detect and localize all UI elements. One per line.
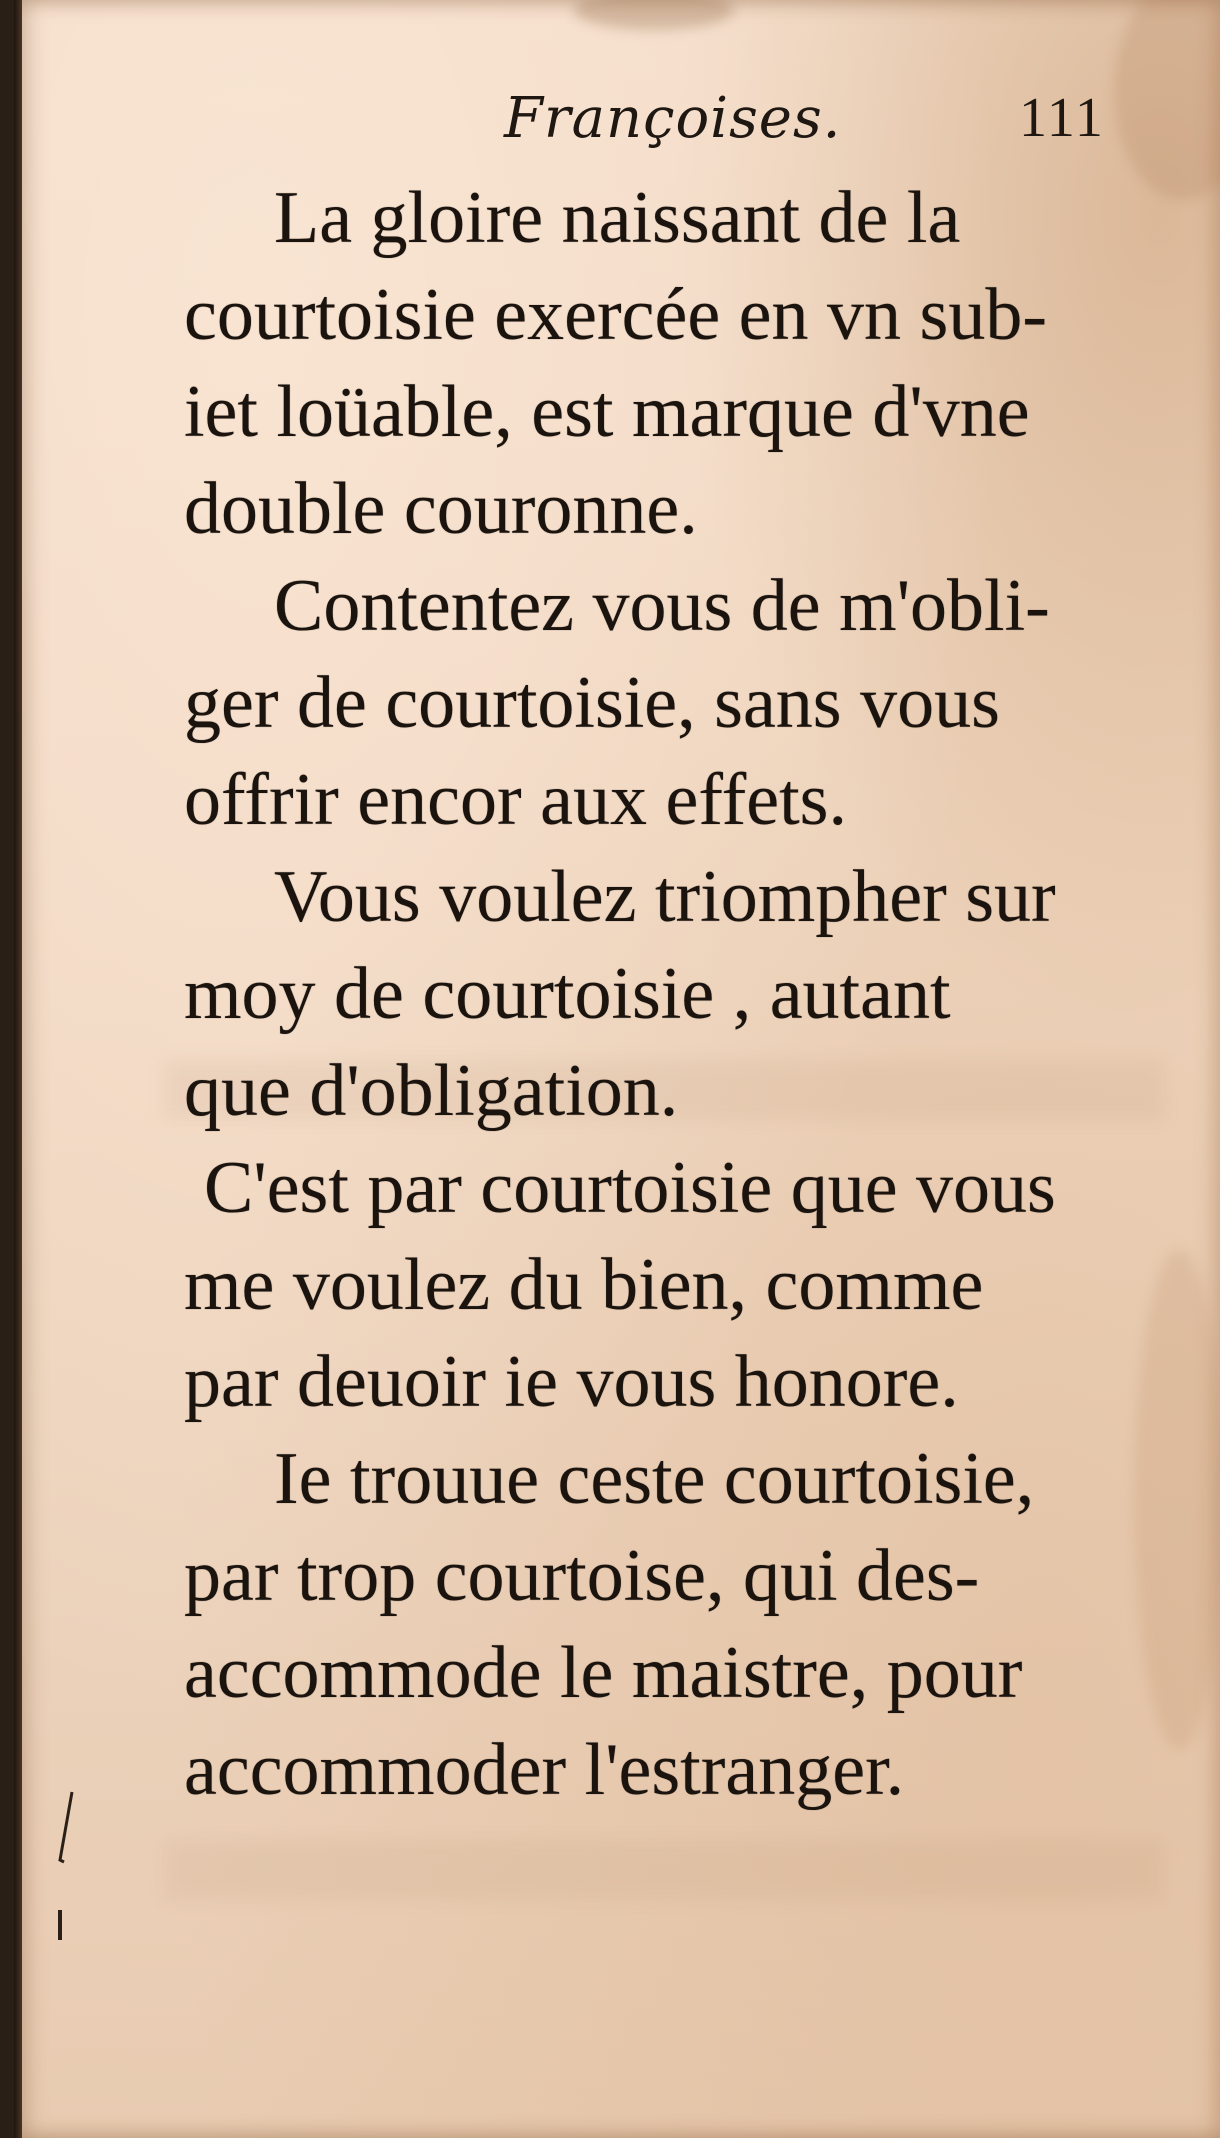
book-page — [14, 0, 1220, 2138]
pencil-mark — [54, 1790, 78, 1950]
text-line: par trop courtoise, qui des- — [184, 1535, 980, 1617]
text-line: offrir encor aux effets. — [184, 759, 847, 841]
text-line: que d'obligation. — [184, 1050, 679, 1132]
text-line: courtoisie exercée en vn sub- — [184, 274, 1047, 356]
text-line: accommode le maistre, pour — [184, 1632, 1023, 1714]
text-line: C'est par courtoisie que vous — [204, 1147, 1056, 1229]
show-through-text — [164, 1840, 1164, 1900]
text-line: double couronne. — [184, 468, 698, 550]
text-line: La gloire naissant de la — [274, 177, 961, 259]
text-line: Vous voulez triompher sur — [274, 856, 1056, 938]
page-header — [14, 86, 1220, 166]
paper-stain — [1134, 1250, 1220, 1750]
text-line: accommoder l'estranger. — [184, 1729, 905, 1811]
text-line: moy de courtoisie , autant — [184, 953, 951, 1035]
text-body — [184, 170, 1114, 1819]
page-number: 111 — [1019, 87, 1105, 149]
running-title: Françoises. — [504, 86, 842, 151]
text-line: Ie trouue ceste courtoisie, — [274, 1438, 1035, 1520]
page-gutter-edge — [14, 0, 22, 2138]
text-line: ger de courtoisie, sans vous — [184, 662, 1000, 744]
text-line: par deuoir ie vous honore. — [184, 1341, 959, 1423]
text-line: iet loüable, est marque d'vne — [184, 371, 1030, 453]
text-line: me voulez du bien, comme — [184, 1244, 984, 1326]
text-line: Contentez vous de m'obli- — [274, 565, 1050, 647]
pencil-stroke-icon — [54, 1790, 78, 1950]
paper-stain — [574, 0, 734, 30]
